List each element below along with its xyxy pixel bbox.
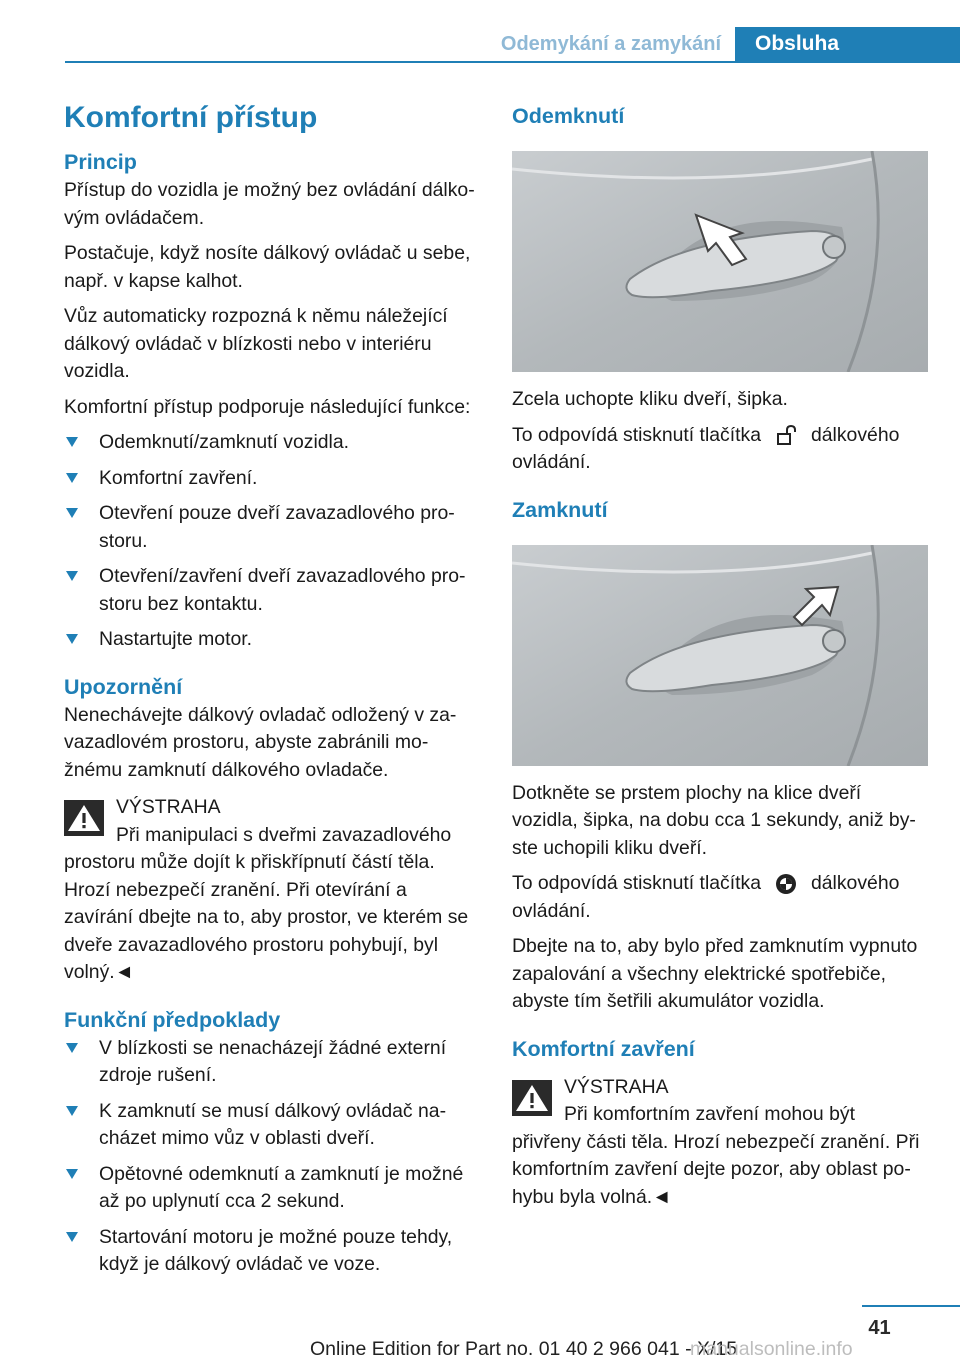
lock-instruction: Dotkněte se prstem plochy na klice dveří vozidla, šipka, na dobu cca 1 sekundy, aniž byste uchopili kliku dveří. bbox=[512, 781, 916, 859]
unlock-instruction: Zcela uchopte kliku dveří, šipka. bbox=[512, 388, 788, 410]
list-item: Odemknutí/zamknutí vozidla. bbox=[64, 429, 480, 457]
warning-text: Při manipulaci s dveřmi zavazadlového prostoru může dojít k přiskřípnutí částí těla. Hrozí nebezpečí zranění. Při otevírání a zavírání dbejte na to, aby prostor, ve kterém se dveře zavazadlového prostoru pohybují, byl volný.◄ bbox=[64, 823, 469, 983]
list-item: Startování motoru je možné pouze tehdy, když je dálkový ovládač ve voze. bbox=[64, 1224, 480, 1279]
prerequisites-list bbox=[64, 1035, 480, 1279]
warning-title: VÝSTRAHA bbox=[116, 796, 221, 818]
triangle-bullet-icon bbox=[66, 473, 78, 483]
triangle-bullet-icon bbox=[66, 1169, 78, 1179]
triangle-bullet-icon bbox=[66, 1043, 78, 1053]
notice-heading: Upozornění bbox=[64, 674, 183, 699]
triangle-bullet-icon bbox=[66, 437, 78, 447]
page-number-rule bbox=[862, 1305, 960, 1307]
warning-title: VÝSTRAHA bbox=[564, 1075, 669, 1098]
list-item: Otevření pouze dveří zavazadlového prostoru. bbox=[64, 500, 480, 555]
door-handle-unlock-photo bbox=[512, 151, 928, 372]
edition-footer: Online Edition for Part no. 01 40 2 966 041 - X/15 bbox=[310, 1338, 738, 1360]
list-item: Komfortní zavření. bbox=[64, 465, 480, 493]
lock-heading: Zamknutí bbox=[512, 497, 608, 522]
page-number: 41 bbox=[868, 1317, 891, 1339]
list-item: Opětovné odemknutí a zamknutí je možné až po uplynutí cca 2 sekund. bbox=[64, 1161, 480, 1216]
notice-paragraph: Nenechávejte dálkový ovladač odložený v zavazadlovém prostoru, abyste zabránili možnému zamknutí dálkového ovladače. bbox=[64, 703, 457, 781]
list-item: Otevření/zavření dveří zavazadlového prostoru bez kontaktu. bbox=[64, 563, 480, 618]
triangle-bullet-icon bbox=[66, 1106, 78, 1116]
warning-text: Při komfortním zavření mohou být přivřeny části těla. Hrozí nebezpečí zranění. Při komfortním zavření dejte pozor, aby oblast pohybu byla volná.◄ bbox=[512, 1103, 920, 1208]
warning-box bbox=[64, 794, 480, 987]
warning-triangle-icon bbox=[64, 800, 104, 836]
list-item: K zamknutí se musí dálkový ovládač nacházet mimo vůz v oblasti dveří. bbox=[64, 1098, 480, 1153]
princip-paragraph-3: Vůz automaticky rozpozná k němu náležející dálkový ovládač v blízkosti nebo v interiéru vozidla. bbox=[64, 305, 448, 382]
bmw-logo-icon bbox=[775, 873, 797, 895]
princip-paragraph-2: Postačuje, když nosíte dálkový ovládač u sebe, např. v kapse kalhot. bbox=[64, 242, 471, 292]
triangle-bullet-icon bbox=[66, 634, 78, 644]
list-item: Nastartujte motor. bbox=[64, 626, 480, 654]
triangle-bullet-icon bbox=[66, 508, 78, 518]
functions-list bbox=[64, 429, 480, 654]
lock-button-note: To odpovídá stisknutí tlačítka dálkového ovládání. bbox=[512, 872, 900, 922]
door-handle-lock-photo bbox=[512, 545, 928, 766]
triangle-bullet-icon bbox=[66, 571, 78, 581]
unlock-heading: Odemknutí bbox=[512, 104, 625, 128]
princip-paragraph-4: Komfortní přístup podporuje následující funkce: bbox=[64, 395, 471, 418]
princip-paragraph-1: Přístup do vozidla je možný bez ovládání dálkovým ovládačem. bbox=[64, 179, 475, 229]
right-column bbox=[512, 95, 928, 1219]
unlock-padlock-icon bbox=[775, 424, 797, 446]
warning-triangle-icon bbox=[512, 1080, 552, 1116]
lock-note: Dbejte na to, aby bylo před zamknutím vypnuto zapalování a všechny elektrické spotřebiče, abyste tím šetřili akumulátor vozidla. bbox=[512, 935, 918, 1012]
page-title: Komfortní přístup bbox=[64, 101, 318, 134]
list-item: V blízkosti se nenacházejí žádné externí zdroje rušení. bbox=[64, 1035, 480, 1090]
warning-box bbox=[512, 1074, 928, 1212]
triangle-bullet-icon bbox=[66, 1232, 78, 1242]
left-column bbox=[64, 95, 480, 1287]
unlock-button-note: To odpovídá stisknutí tlačítka dálkového ovládání. bbox=[512, 423, 900, 473]
watermark: manualsonline.info bbox=[690, 1338, 853, 1360]
comfort-closing-heading: Komfortní zavření bbox=[512, 1036, 695, 1061]
header-chapter-tab: Obsluha bbox=[735, 27, 960, 63]
prerequisites-heading: Funkční předpoklady bbox=[64, 1007, 281, 1032]
princip-heading: Princip bbox=[64, 150, 137, 174]
header-section-title: Odemykání a zamykání bbox=[500, 33, 721, 55]
